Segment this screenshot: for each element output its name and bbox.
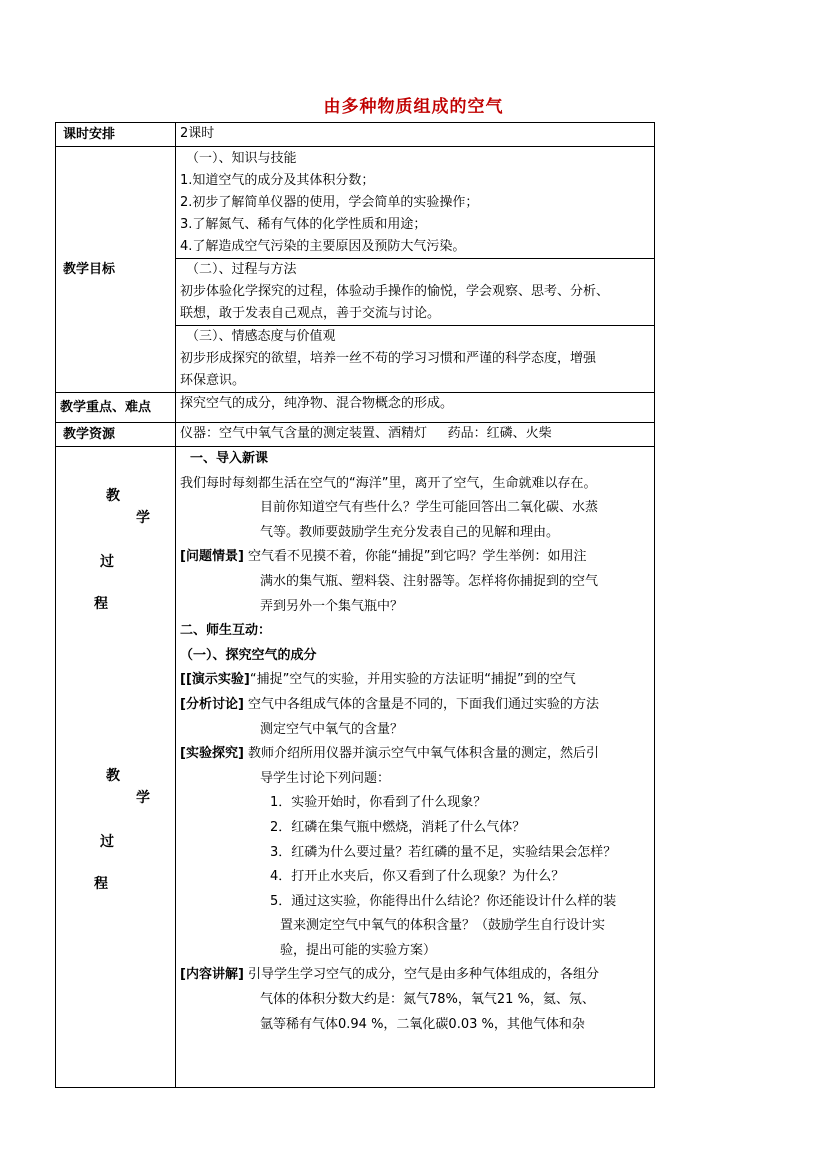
lesson-plan-table xyxy=(55,122,655,1088)
process-label-char: 过 xyxy=(100,554,114,570)
process-label-char: 教 xyxy=(106,488,120,504)
attitude-line: 初步形成探究的欲望，培养一丝不苟的学习习惯和严谨的科学态度，增强 xyxy=(180,351,597,366)
knowledge-heading: （一）、知识与技能 xyxy=(186,151,297,166)
knowledge-item: 3.了解氮气、稀有气体的化学性质和用途； xyxy=(180,217,427,232)
process-line: 测定空气中氧气的含量？ xyxy=(260,721,404,737)
process-line: 验，提出可能的实验方案） xyxy=(280,942,437,958)
tag-lecture: [内容讲解] xyxy=(180,967,244,983)
process-line: 目前你知道空气有些什么？学生可能回答出二氧化碳、水蒸 xyxy=(260,500,599,516)
process-line: 引导学生学习空气的成分，空气是由多种气体组成的，各组分 xyxy=(248,967,600,983)
value-resources: 仪器：空气中氧气含量的测定装置、酒精灯 药品：红磷、火柴 xyxy=(176,423,655,447)
process-label-char: 程 xyxy=(94,876,108,892)
label-goals: 教学目标 xyxy=(56,147,176,393)
label-resources: 教学资源 xyxy=(56,423,176,447)
label-process xyxy=(56,447,176,1088)
question-item: 2．红磷在集气瓶中燃烧，消耗了什么气体？ xyxy=(270,819,526,835)
row-process xyxy=(56,447,655,1088)
process-line: 空气看不见摸不着，你能“捕捉”到它吗？学生举例：如用注 xyxy=(248,549,587,565)
process-content xyxy=(176,447,655,1088)
knowledge-item: 1.知道空气的成分及其体积分数； xyxy=(180,173,375,188)
process-line: 气等。教师要鼓励学生充分发表自己的见解和理由。 xyxy=(260,524,560,540)
tag-experiment: [实验探究] xyxy=(180,746,244,762)
label-keypoints: 教学重点、难点 xyxy=(56,393,176,423)
section-heading: 一、导入新课 xyxy=(190,451,269,466)
process-line: 氩等稀有气体0.94 %，二氧化碳0.03 %，其他气体和杂 xyxy=(260,1016,585,1032)
process-line: “捕捉”空气的实验，并用实验的方法证明“捕捉”到的空气 xyxy=(249,672,576,688)
tag-analysis: [分析讨论] xyxy=(180,696,244,712)
process-line: 气体的体积分数大约是：氮气78%，氧气21 %，氦、氖、 xyxy=(260,992,595,1008)
tag-problem-scene: [问题情景] xyxy=(180,549,244,565)
process-heading: （二）、过程与方法 xyxy=(186,262,297,277)
section-heading: （一）、探究空气的成分 xyxy=(180,647,317,663)
knowledge-item: 2.初步了解简单仪器的使用，学会简单的实验操作； xyxy=(180,195,479,210)
process-line: 导学生讨论下列问题： xyxy=(260,770,391,786)
process-label-char: 教 xyxy=(106,768,120,784)
process-line: 我们每时每刻都生活在空气的“海洋”里，离开了空气，生命就难以存在。 xyxy=(180,475,597,491)
question-item: 3．红磷为什么要过量？若红磷的量不足，实验结果会怎样？ xyxy=(270,844,617,860)
page-title: 由多种物质组成的空气 xyxy=(323,97,504,117)
label-schedule: 课时安排 xyxy=(56,123,176,147)
knowledge-item: 4.了解造成空气污染的主要原因及预防大气污染。 xyxy=(180,239,466,254)
attitude-heading: （三）、情感态度与价值观 xyxy=(186,329,336,344)
process-label-char: 程 xyxy=(94,596,108,612)
value-schedule: 2课时 xyxy=(176,123,655,147)
process-label-char: 过 xyxy=(100,834,114,850)
row-goals-knowledge xyxy=(56,147,655,259)
row-keypoints xyxy=(56,393,655,423)
process-line: 初步体验化学探究的过程，体验动手操作的愉悦，学会观察、思考、分析、 xyxy=(180,284,610,299)
process-label-char: 学 xyxy=(136,790,150,806)
section-heading: 二、师生互动： xyxy=(180,623,272,639)
process-line: 教师介绍所用仪器并演示空气中氧气体积含量的测定，然后引 xyxy=(248,746,600,762)
process-line: 满水的集气瓶、塑料袋、注射器等。怎样将你捕捉到的空气 xyxy=(260,573,599,589)
row-resources xyxy=(56,423,655,447)
process-line: 空气中各组成气体的含量是不同的，下面我们通过实验的方法 xyxy=(248,696,600,712)
value-keypoints: 探究空气的成分，纯净物、混合物概念的形成。 xyxy=(176,393,655,423)
goals-process xyxy=(176,259,655,326)
process-label-char: 学 xyxy=(136,510,150,526)
process-line: 置来测定空气中氧气的体积含量？（鼓励学生自行设计实 xyxy=(280,918,606,934)
question-item: 1．实验开始时，你看到了什么现象？ xyxy=(270,795,487,811)
attitude-line: 环保意识。 xyxy=(180,373,246,388)
tag-demo: [[演示实验] xyxy=(180,672,250,688)
goals-knowledge xyxy=(176,147,655,259)
process-line: 弄到另外一个集气瓶中？ xyxy=(260,598,404,614)
row-schedule xyxy=(56,123,655,147)
question-item: 5．通过这实验，你能得出什么结论？你还能设计什么样的装 xyxy=(270,893,617,909)
goals-attitude xyxy=(176,326,655,393)
process-line: 联想，敢于发表自己观点，善于交流与讨论。 xyxy=(180,306,441,321)
question-item: 4．打开止水夹后，你又看到了什么现象？为什么？ xyxy=(270,869,565,885)
